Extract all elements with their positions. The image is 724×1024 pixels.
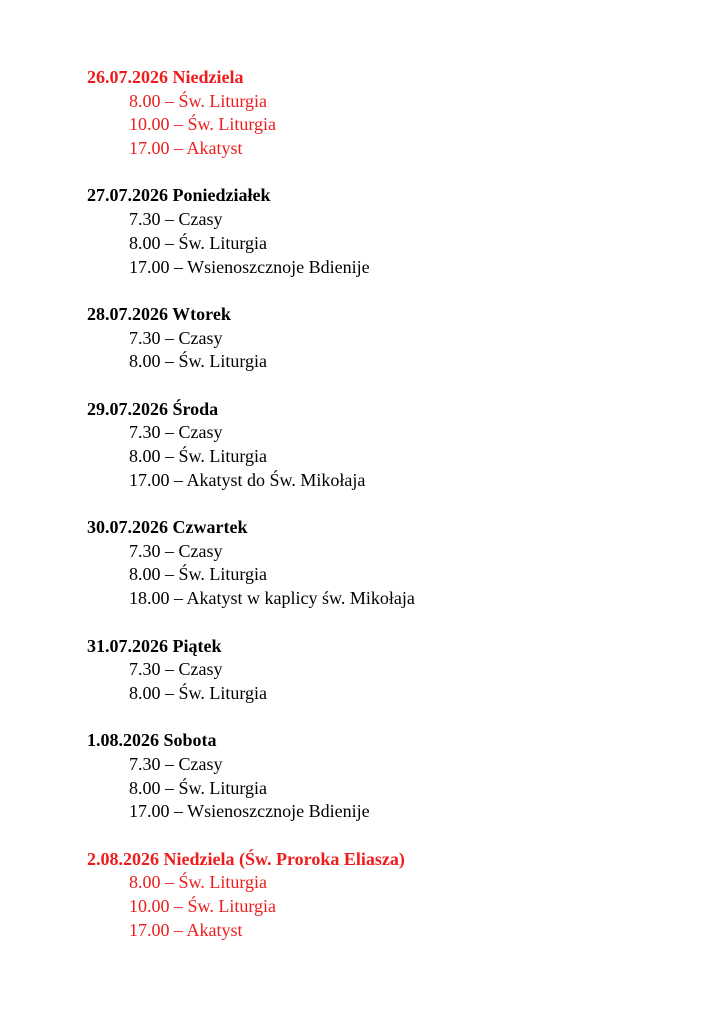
day-block-2026-08-01 bbox=[87, 729, 687, 824]
event-item: 17.00 – Akatyst bbox=[129, 138, 243, 159]
day-block-2026-07-28 bbox=[87, 303, 687, 374]
event-item: 8.00 – Św. Liturgia bbox=[129, 682, 267, 703]
event-item: 8.00 – Św. Liturgia bbox=[129, 90, 267, 111]
event-item: 7.30 – Czasy bbox=[129, 659, 223, 680]
event-item: 7.30 – Czasy bbox=[129, 540, 223, 561]
day-block-2026-07-30 bbox=[87, 516, 687, 611]
event-item: 7.30 – Czasy bbox=[129, 422, 223, 443]
event-item: 8.00 – Św. Liturgia bbox=[129, 232, 267, 253]
event-item: 8.00 – Św. Liturgia bbox=[129, 564, 267, 585]
day-heading: 29.07.2026 Środa bbox=[87, 398, 219, 419]
event-item: 8.00 – Św. Liturgia bbox=[129, 872, 267, 893]
day-block-2026-07-27 bbox=[87, 184, 687, 279]
event-item: 18.00 – Akatyst w kaplicy św. Mikołaja bbox=[129, 588, 415, 609]
event-item: 10.00 – Św. Liturgia bbox=[129, 114, 276, 135]
event-item: 7.30 – Czasy bbox=[129, 327, 223, 348]
day-block-2026-07-31 bbox=[87, 635, 687, 706]
day-heading: 31.07.2026 Piątek bbox=[87, 635, 222, 656]
event-item: 17.00 – Akatyst bbox=[129, 919, 243, 940]
day-heading: 27.07.2026 Poniedziałek bbox=[87, 185, 271, 206]
day-heading: 30.07.2026 Czwartek bbox=[87, 517, 248, 538]
day-heading: 26.07.2026 Niedziela bbox=[87, 67, 244, 87]
event-item: 7.30 – Czasy bbox=[129, 209, 223, 230]
event-item: 17.00 – Wsienoszcznoje Bdienije bbox=[129, 801, 370, 822]
day-heading: 28.07.2026 Wtorek bbox=[87, 303, 231, 324]
day-block-2026-07-26 bbox=[87, 66, 687, 161]
event-item: 8.00 – Św. Liturgia bbox=[129, 351, 267, 372]
day-block-2026-08-02 bbox=[87, 848, 687, 943]
day-heading: 1.08.2026 Sobota bbox=[87, 730, 217, 751]
event-item: 17.00 – Akatyst do Św. Mikołaja bbox=[129, 469, 366, 490]
event-item: 17.00 – Wsienoszcznoje Bdienije bbox=[129, 256, 370, 277]
event-item: 8.00 – Św. Liturgia bbox=[129, 777, 267, 798]
day-block-2026-07-29 bbox=[87, 398, 687, 493]
service-schedule bbox=[87, 66, 687, 966]
event-item: 7.30 – Czasy bbox=[129, 753, 223, 774]
day-heading: 2.08.2026 Niedziela (Św. Proroka Eliasza) bbox=[87, 848, 405, 869]
event-item: 8.00 – Św. Liturgia bbox=[129, 446, 267, 466]
event-item: 10.00 – Św. Liturgia bbox=[129, 896, 276, 917]
